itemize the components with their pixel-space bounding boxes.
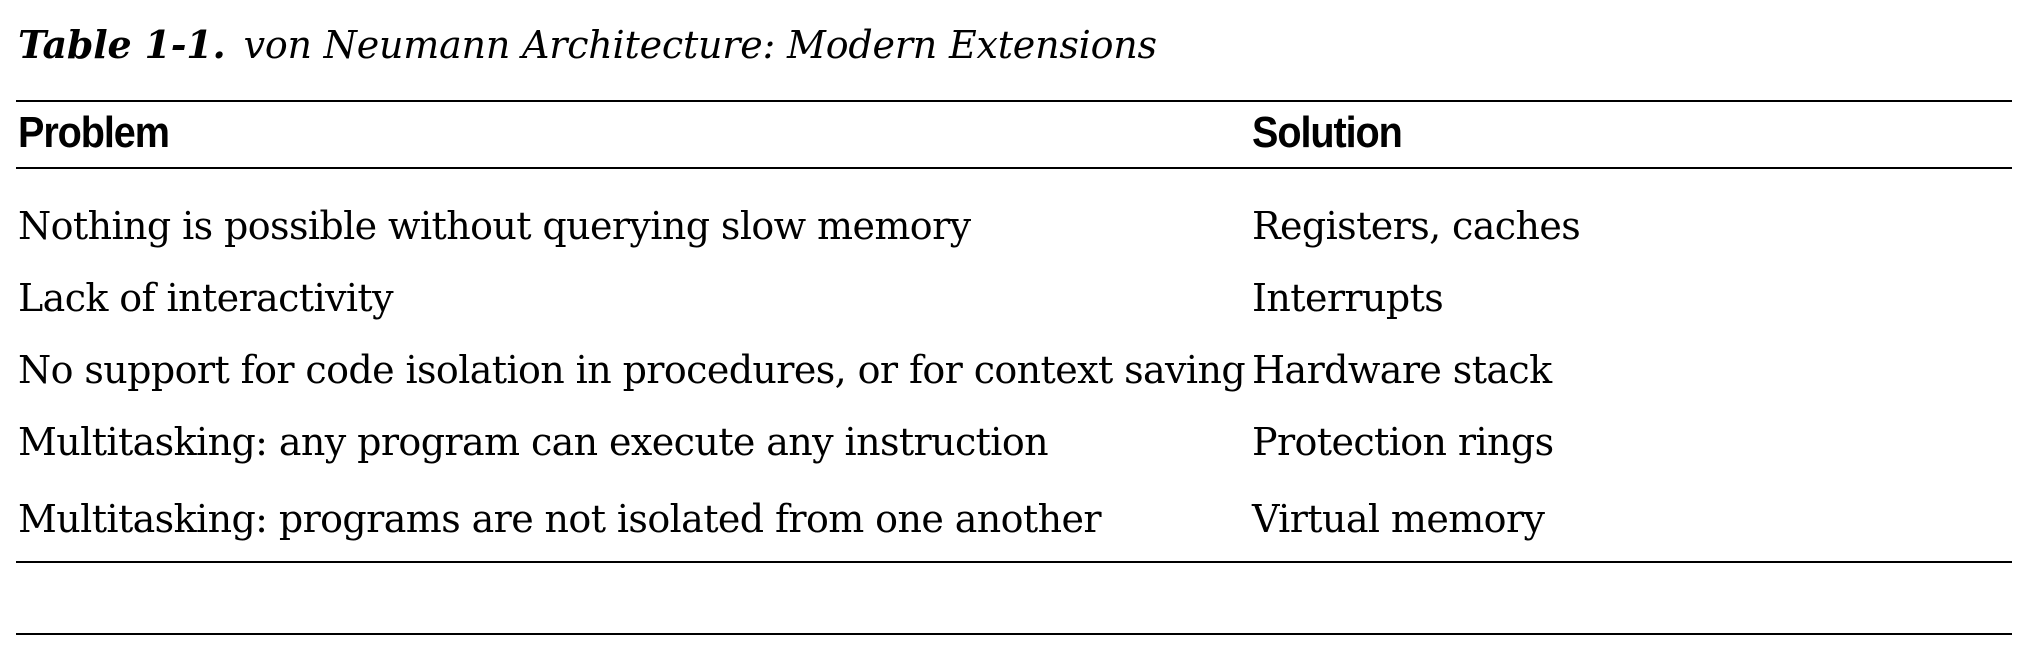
solution-cell: Registers, caches: [1252, 204, 1581, 248]
table-top-rule: [16, 100, 2012, 102]
table-caption-title: von Neumann Architecture: Modern Extensions: [243, 23, 1157, 67]
table-caption: [18, 22, 1157, 67]
table-row: [0, 196, 2028, 256]
table-header-rule: [16, 167, 2012, 169]
problem-cell: No support for code isolation in procedures, or for context saving: [18, 348, 1246, 392]
solution-cell: Protection rings: [1252, 420, 1554, 464]
problem-cell: Lack of interactivity: [18, 276, 393, 320]
problem-cell: Multitasking: any program can execute any instruction: [18, 420, 1049, 464]
table-row: [0, 489, 2028, 549]
solution-column-header: Solution: [1252, 108, 1402, 157]
table-bottom-rule: [16, 561, 2012, 563]
table-row: [0, 340, 2028, 400]
table-row: [0, 412, 2028, 472]
solution-cell: Virtual memory: [1252, 497, 1545, 541]
table-caption-label: Table 1-1.: [18, 22, 226, 67]
problem-cell: Multitasking: programs are not isolated from one another: [18, 497, 1101, 541]
problem-cell: Nothing is possible without querying slow memory: [18, 204, 971, 248]
solution-cell: Hardware stack: [1252, 348, 1552, 392]
problem-column-header: Problem: [18, 108, 169, 157]
table-row: [0, 268, 2028, 328]
page-separator-rule: [16, 633, 2012, 635]
solution-cell: Interrupts: [1252, 276, 1444, 320]
